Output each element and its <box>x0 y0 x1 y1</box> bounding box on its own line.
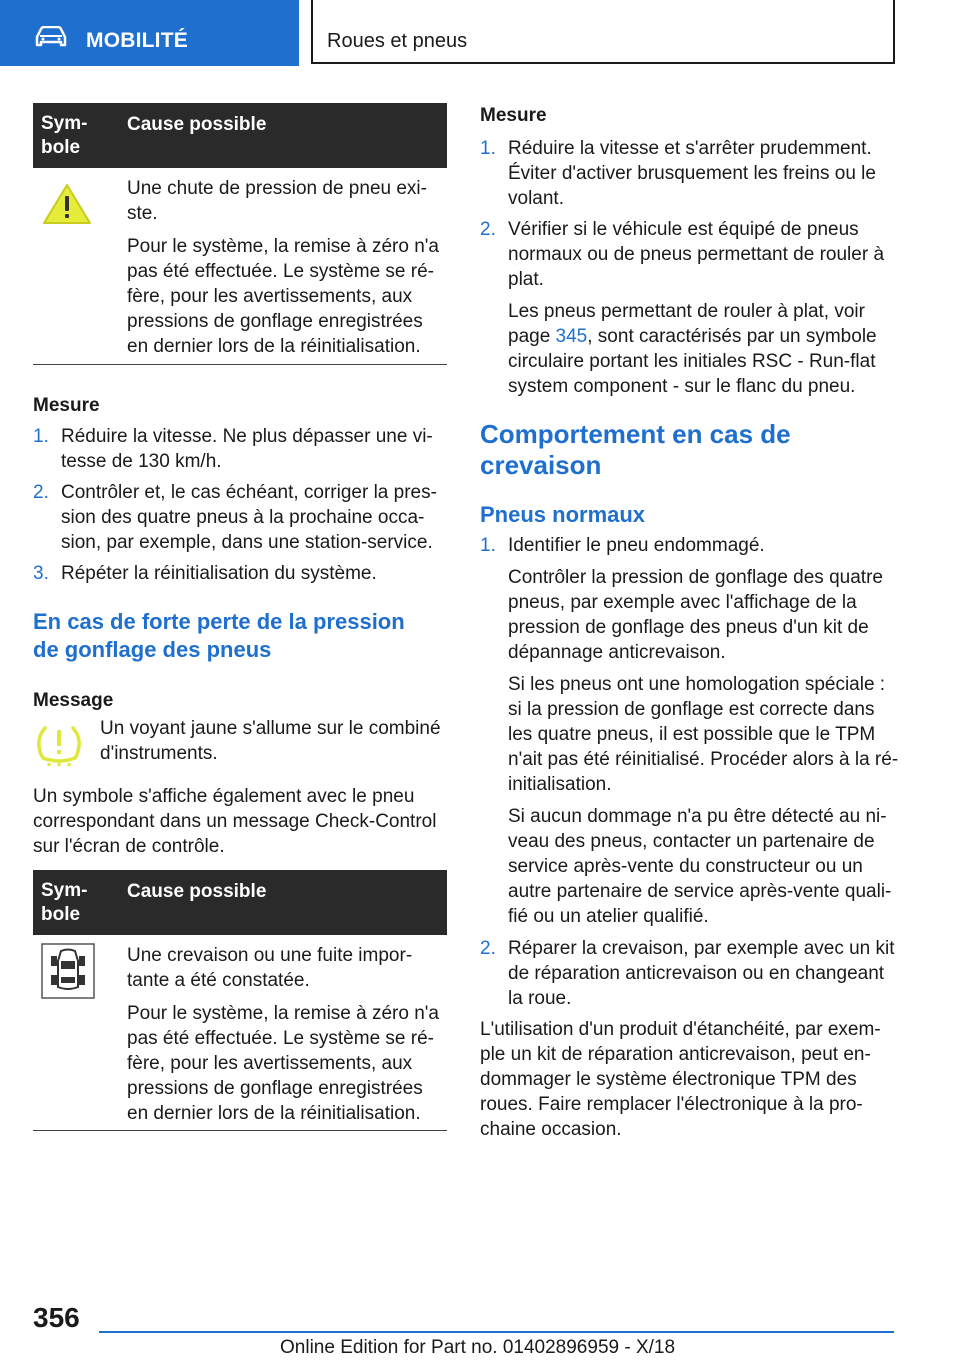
step-note: Si les pneus ont une homologation spéciale : si la pression de gonflage est correcte dans les quatre pneus, il est possible que le TPM n'ait pas été réinitialisé. Procéder alors à la ré- initialisation. <box>508 674 899 795</box>
table-row <box>33 168 447 365</box>
message-block <box>33 716 447 776</box>
step-text: Réduire la vitesse. Ne plus dépasser une vi- tesse de 130 km/h. <box>61 426 433 472</box>
section-tab[interactable] <box>0 0 299 66</box>
step-note: Si aucun dommage n'a pu être détecté au ni- veau des pneus, contacter un partenaire de service après-vente du constructeur ou un autre partenaire de service après-vente quali- fié ou un atelier qualifié. <box>508 806 892 927</box>
mesure-steps <box>480 136 900 399</box>
cause-detail: Pour le système, la remise à zéro n'a pas été effectuée. Le système se ré- fère, pour les avertissements, aux pressions de gonflage enregistrées en dernier lors de la réinitialisation. <box>127 1003 439 1124</box>
section-heading: En cas de forte perte de la pression de gonflage des pneus <box>33 609 405 662</box>
cause-detail: Pour le système, la remise à zéro n'a pas été effectuée. Le système se ré- fère, pour les avertissements, aux pressions de gonflage enregistrées en dernier lors de la réinitialisation. <box>127 236 439 357</box>
list-item <box>33 480 447 555</box>
step-number: 2. <box>480 219 496 240</box>
mesure-title: Mesure <box>33 395 100 416</box>
col-symbol-header: Sym- bole <box>41 113 88 158</box>
page-title-box <box>311 0 895 64</box>
subheading: Pneus normaux <box>480 502 646 527</box>
step-note <box>508 299 900 399</box>
chapter-heading: Comportement en cas de crevaison <box>480 419 791 480</box>
col-symbol-header: Sym- bole <box>41 880 88 925</box>
list-item <box>33 424 447 474</box>
warning-triangle-icon <box>41 182 93 226</box>
list-item <box>480 533 900 929</box>
step-text: Répéter la réinitialisation du système. <box>61 563 377 584</box>
list-item <box>480 136 900 211</box>
table-header <box>33 103 447 168</box>
car-icon <box>34 26 68 48</box>
list-item <box>33 561 447 586</box>
paragraph: Un symbole s'affiche également avec le pneu correspondant dans un message Check-Control sur l'écran de contrôle. <box>33 786 437 857</box>
car-tire-damage-icon <box>41 943 95 999</box>
list-item <box>480 217 900 399</box>
footer-rule <box>99 1331 894 1333</box>
step-text: Réparer la crevaison, par exemple avec un kit de réparation anticrevaison ou en changeant la roue. <box>508 938 895 1009</box>
step-number: 1. <box>480 138 496 159</box>
crevaison-steps <box>480 533 900 1011</box>
mesure-steps <box>33 424 447 586</box>
col-cause-header: Cause possible <box>127 881 267 902</box>
list-item <box>480 936 900 1011</box>
section-label: MOBILITÉ <box>86 29 188 52</box>
page-title: Roues et pneus <box>327 30 468 52</box>
step-number: 2. <box>480 938 496 959</box>
page-number: 356 <box>33 1302 80 1333</box>
message-text: Un voyant jaune s'allume sur le combiné d'instruments. <box>100 718 441 764</box>
step-number: 2. <box>33 482 49 503</box>
right-column <box>480 103 900 1142</box>
table-header <box>33 870 447 935</box>
col-cause-header: Cause possible <box>127 114 267 135</box>
mesure-title: Mesure <box>480 105 547 126</box>
step-note: Contrôler la pression de gonflage des quatre pneus, par exemple avec l'affichage de la pression de gonflage des pneus d'un kit de dépannage anticrevaison. <box>508 567 883 663</box>
left-column <box>33 103 447 1131</box>
step-number: 3. <box>33 563 49 584</box>
step-text: Contrôler et, le cas échéant, corriger la pres- sion des quatre pneus à la prochaine occa- sion, par exemple, dans une station-service. <box>61 482 437 553</box>
cause-text: Une crevaison ou une fuite impor- tante a été constatée. <box>127 945 413 991</box>
note-text-after: , sont caractérisés par un symbole circulaire portant les initiales RSC - Run-flat system component - sur le flanc du pneu. <box>508 326 877 397</box>
cause-text: Une chute de pression de pneu exi- ste. <box>127 178 427 224</box>
tire-pressure-warning-icon <box>35 722 83 766</box>
step-text: Vérifier si le véhicule est équipé de pneus normaux ou de pneus permettant de rouler à plat. <box>508 219 885 290</box>
step-text: Réduire la vitesse et s'arrêter prudemment. Éviter d'activer brusquement les freins ou le volant. <box>508 138 876 209</box>
step-text: Identifier le pneu endommagé. <box>508 535 765 556</box>
page-link[interactable]: 345 <box>555 326 588 347</box>
edition-note: Online Edition for Part no. 01402896959 - X/18 <box>280 1337 676 1358</box>
step-number: 1. <box>33 426 49 447</box>
paragraph: L'utilisation d'un produit d'étanchéité, par exem- ple un kit de réparation anticrevaison, peut en- dommager le système électronique TPM des roues. Faire remplacer l'électronique à la pro- chaine occasion. <box>480 1019 881 1140</box>
table-row <box>33 935 447 1131</box>
step-number: 1. <box>480 535 496 556</box>
note-text-before: Les pneus permettant de rouler à plat, voir page <box>508 301 865 347</box>
message-title: Message <box>33 690 114 711</box>
